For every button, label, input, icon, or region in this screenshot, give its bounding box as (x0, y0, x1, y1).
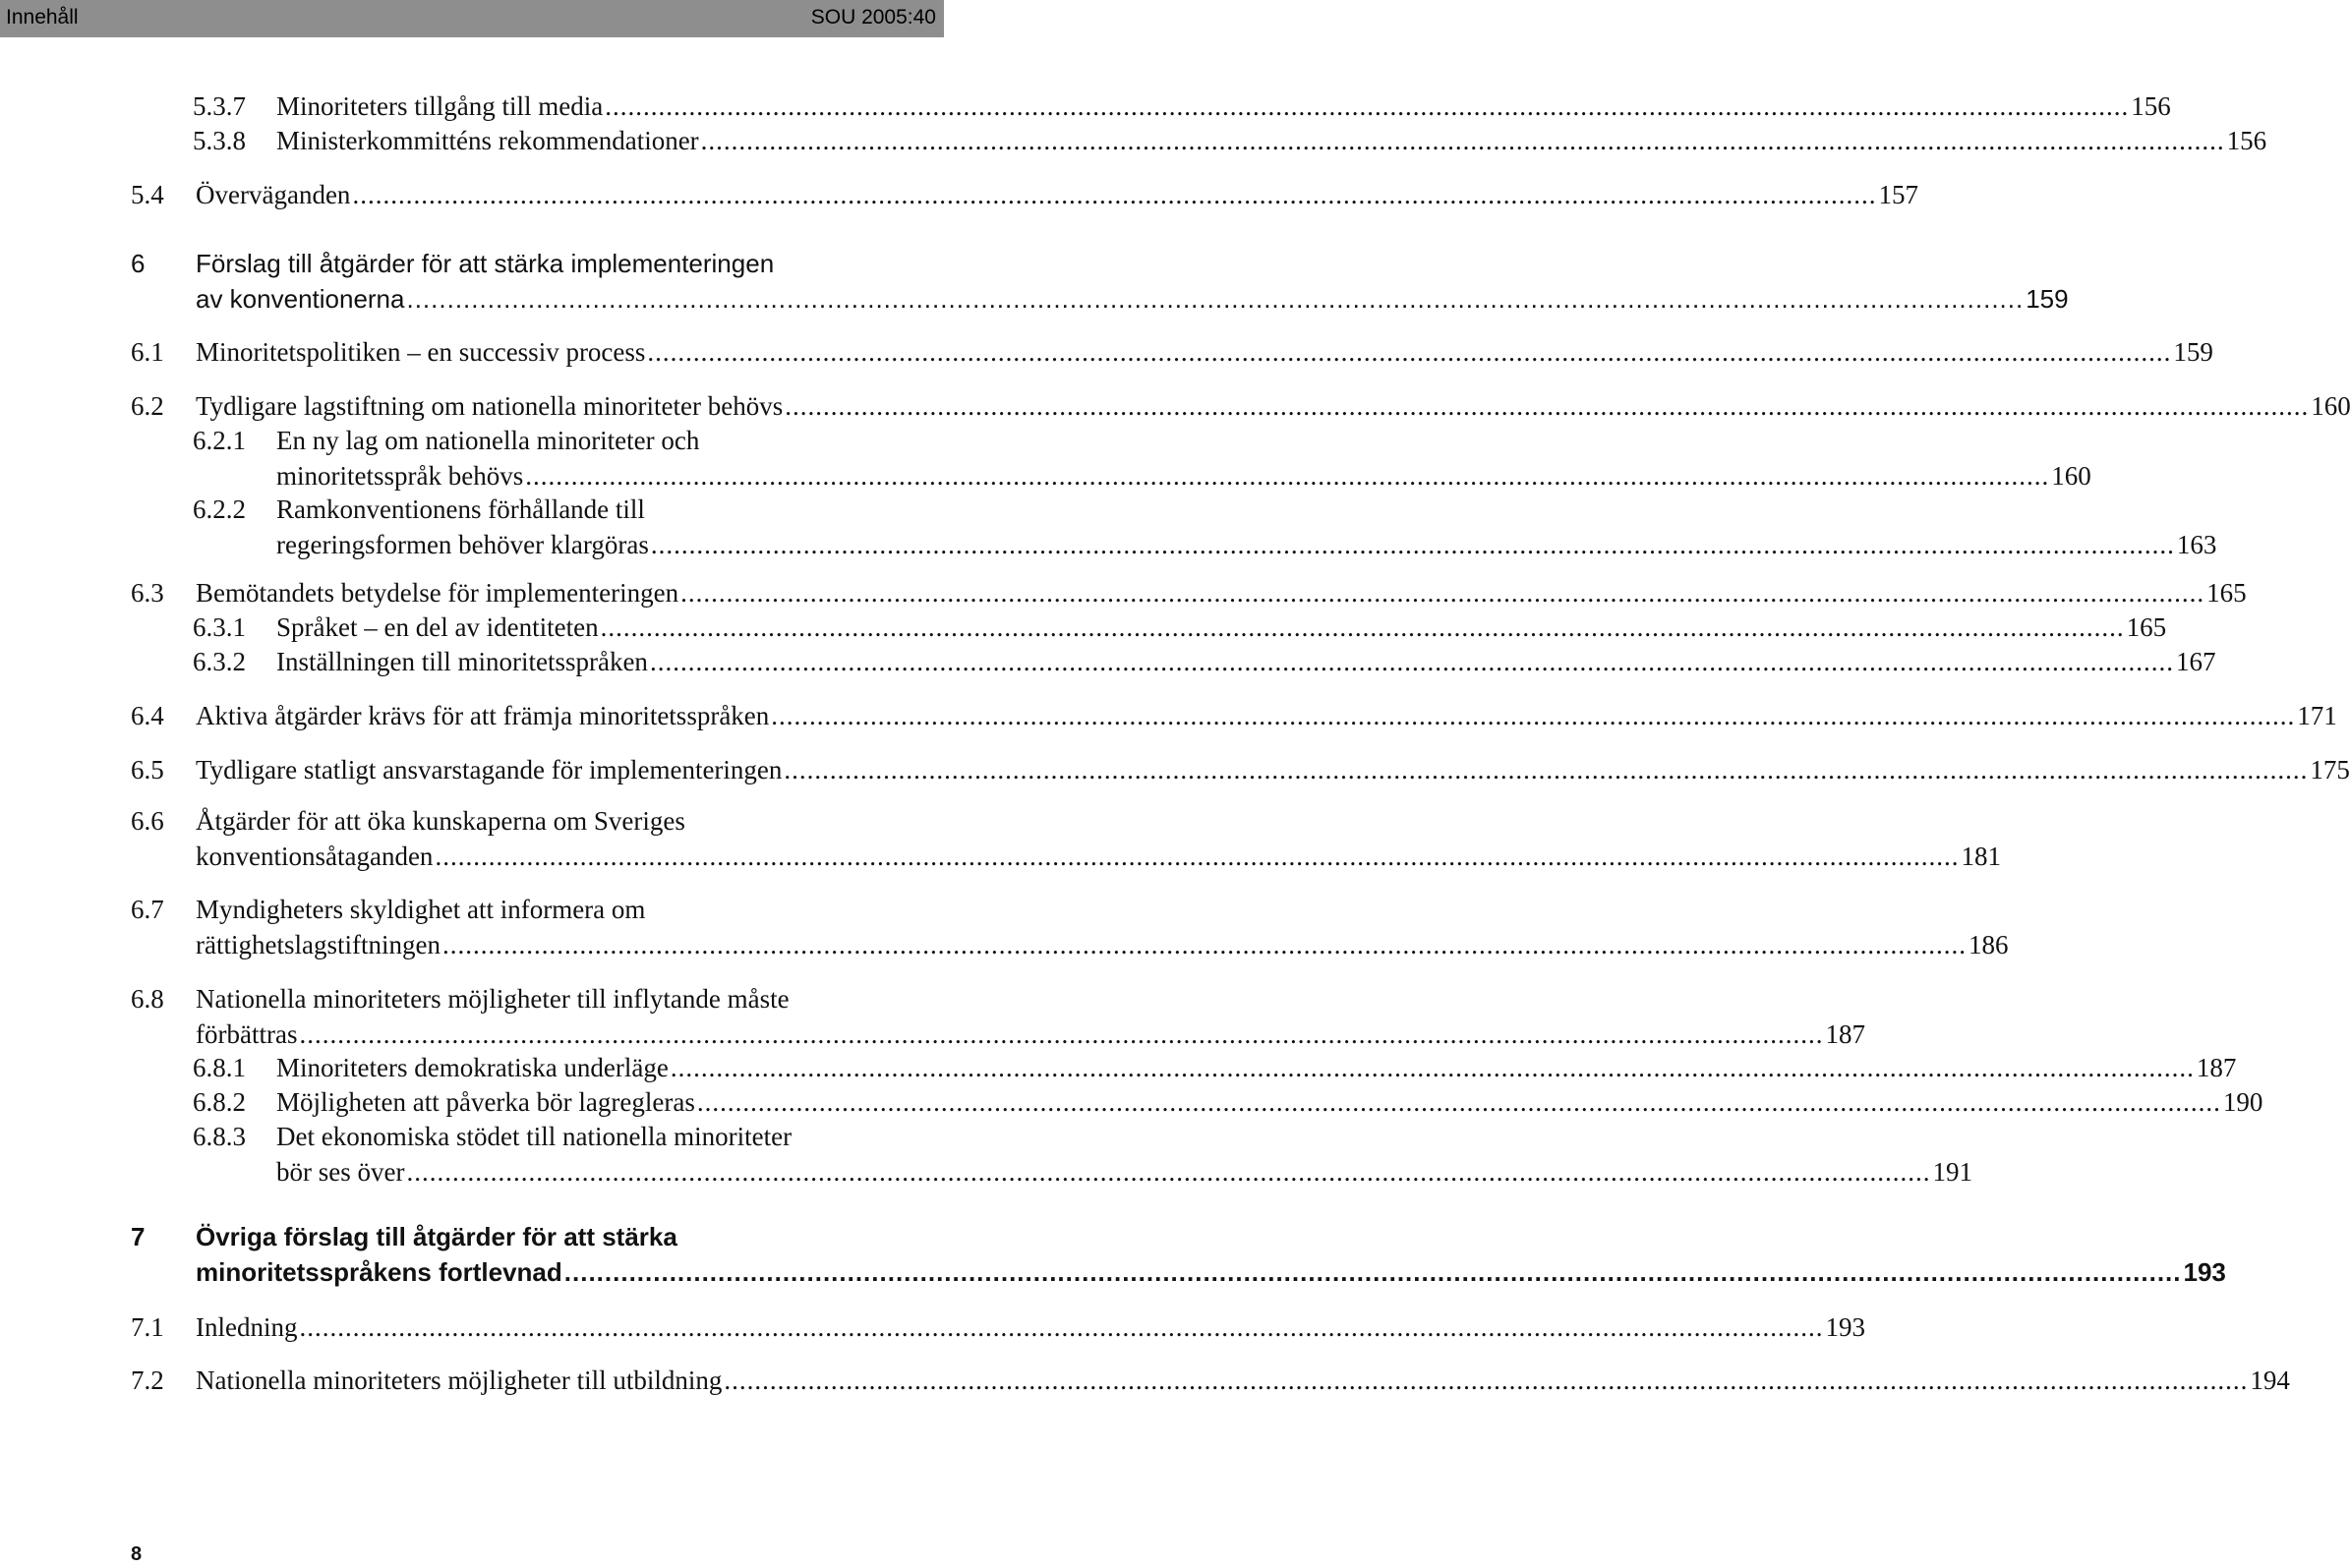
toc-entry[interactable] (0, 177, 1918, 212)
toc-entry[interactable] (0, 1363, 2290, 1398)
toc-entry-title-line: Nationella minoriteters möjligheter till inflytande måste (196, 984, 790, 1014)
toc-entry-number: 6.6 (131, 806, 164, 836)
toc-entry[interactable] (0, 575, 2247, 610)
toc-entry-page: 160 (2051, 461, 2091, 491)
toc-entry-page: 159 (2173, 337, 2213, 367)
toc-entry-page: 175 (2310, 755, 2350, 784)
dot-leader: ........................................................................................................................................................................................................ (525, 461, 2050, 491)
toc-entry-title-line: rättighetslagstiftningen (196, 930, 441, 959)
toc-entry-leader-row (276, 123, 2267, 158)
toc-entry-leader-row (196, 698, 2337, 733)
toc-entry[interactable] (0, 1050, 2237, 1085)
toc-entry-page: 187 (2196, 1053, 2237, 1082)
dot-leader: ........................................................................................................................................................................................................ (441, 930, 1967, 959)
dot-leader: ........................................................................................................................................................................................................ (680, 578, 2205, 608)
toc-entry[interactable] (0, 803, 2001, 874)
toc-entry-title-line: Ministerkommitténs rekommendationer (276, 126, 699, 155)
toc-entry-number: 6.8.2 (193, 1087, 246, 1117)
dot-leader: ........................................................................................................................................................................................................ (605, 91, 2130, 121)
dot-leader: ........................................................................................................................................................................................................ (700, 126, 2225, 155)
toc-entry-number: 6.2.2 (193, 494, 246, 524)
toc-entry-number: 7.2 (131, 1365, 164, 1395)
toc-entry[interactable] (0, 644, 2216, 679)
toc-entry[interactable] (0, 892, 2009, 962)
toc-entry-page: 163 (2176, 530, 2217, 559)
toc-entry-page: 156 (2131, 91, 2171, 121)
toc-entry-title-line: Nationella minoriteters möjligheter till utbildning (196, 1365, 723, 1395)
toc-entry[interactable] (0, 388, 2351, 424)
toc-entry-page: 187 (1825, 1019, 1865, 1049)
toc-entry-title-line: Tydligare statligt ansvarstagande för implementeringen (196, 755, 783, 784)
toc-entry-leader-row (196, 177, 1918, 212)
toc-entry-leader-row (196, 1363, 2290, 1398)
dot-leader: ........................................................................................................................................................................................................ (784, 755, 2309, 784)
toc-entry-page: 165 (2126, 612, 2167, 642)
toc-entry-title-line: Aktiva åtgärder krävs för att främja minoritetsspråken (196, 701, 770, 730)
toc-entry[interactable] (0, 423, 2091, 494)
toc-entry-leader-row (196, 281, 2069, 317)
header-document-id: SOU 2005:40 (810, 6, 936, 29)
toc-entry-number: 6.8.1 (193, 1053, 246, 1082)
toc-entry[interactable] (0, 698, 2337, 733)
toc-entry-title-line: minoritetsspråk behövs (276, 461, 524, 491)
toc-entry-page: 181 (1961, 842, 2001, 871)
dot-leader: ........................................................................................................................................................................................................ (771, 701, 2296, 730)
toc-entry-page: 159 (2026, 284, 2069, 314)
toc-entry-leader-row (196, 1016, 1865, 1052)
toc-entry-title-line: Språket – en del av identiteten (276, 612, 599, 642)
dot-leader: ........................................................................................................................................................................................................ (649, 647, 2174, 676)
toc-entry-number: 6.1 (131, 337, 164, 367)
toc-entry-number: 5.3.7 (193, 91, 246, 121)
toc-entry-number: 7 (131, 1222, 146, 1251)
dot-leader: ........................................................................................................................................................................................................ (670, 1053, 2195, 1082)
toc-entry-number: 6.3.2 (193, 647, 246, 676)
page-number: 8 (131, 1543, 143, 1565)
dot-leader: ........................................................................................................................................................................................................ (647, 337, 2172, 367)
toc-entry-title-line: Inställningen till minoritetsspråken (276, 647, 648, 676)
dot-leader: ........................................................................................................................................................................................................ (785, 391, 2310, 421)
toc-entry[interactable] (0, 246, 2069, 317)
toc-entry-title-line: Det ekonomiska stödet till nationella minoriteter (276, 1122, 793, 1151)
dot-leader: ........................................................................................................................................................................................................ (563, 1257, 2182, 1287)
toc-entry[interactable] (0, 752, 2350, 787)
header-section-title: Innehåll (6, 6, 79, 29)
dot-leader: ........................................................................................................................................................................................................ (435, 842, 1960, 871)
toc-entry[interactable] (0, 123, 2267, 158)
toc-entry-number: 6.5 (131, 755, 164, 784)
toc-entry-title-line: förbättras (196, 1019, 298, 1049)
toc-entry-leader-row (276, 458, 2091, 494)
toc-entry[interactable] (0, 492, 2217, 562)
toc-entry-number: 6.7 (131, 895, 164, 924)
toc-entry-page: 193 (1825, 1312, 1865, 1342)
dot-leader: ........................................................................................................................................................................................................ (696, 1087, 2221, 1117)
toc-entry[interactable] (0, 334, 2213, 370)
toc-entry-title-line: Myndigheters skyldighet att informera om (196, 895, 646, 924)
toc-entry-number: 5.3.8 (193, 126, 246, 155)
toc-entry-title-line: Ramkonventionens förhållande till (276, 494, 645, 524)
toc-entry-title-line: Åtgärder för att öka kunskaperna om Sveriges (196, 806, 685, 836)
toc-entry-page: 194 (2250, 1365, 2290, 1395)
toc-entry-leader-row (276, 527, 2217, 562)
toc-entry-title-line: Möjligheten att påverka bör lagregleras (276, 1087, 695, 1117)
toc-entry-title-line: konventionsåtaganden (196, 842, 434, 871)
toc-entry-page: 165 (2206, 578, 2247, 608)
toc-entry-page: 193 (2183, 1257, 2226, 1287)
toc-entry-leader-row (196, 752, 2350, 787)
toc-entry-leader-row (196, 334, 2213, 370)
toc-entry-page: 171 (2297, 701, 2337, 730)
toc-entry-leader-row (276, 1050, 2237, 1085)
toc-entry-title-line: Tydligare lagstiftning om nationella minoriteter behövs (196, 391, 784, 421)
toc-entry-number: 6 (131, 249, 146, 278)
dot-leader: ........................................................................................................................................................................................................ (600, 612, 2125, 642)
toc-entry-title-line: minoritetsspråkens fortlevnad (196, 1257, 562, 1287)
dot-leader: ........................................................................................................................................................................................................ (352, 180, 1877, 209)
toc-entry-title-line: Bemötandets betydelse för implementeringen (196, 578, 679, 608)
toc-entry-page: 160 (2311, 391, 2351, 421)
toc-entry-number: 6.2.1 (193, 426, 246, 455)
toc-entry[interactable] (0, 1119, 1972, 1190)
dot-leader: ........................................................................................................................................................................................................ (406, 1157, 1931, 1187)
toc-entry[interactable] (0, 1219, 2226, 1290)
toc-entry-title-line: Övriga förslag till åtgärder för att stärka (196, 1222, 677, 1251)
toc-entry-number: 6.2 (131, 391, 164, 421)
dot-leader: ........................................................................................................................................................................................................ (299, 1312, 1824, 1342)
toc-entry-title-line: av konventionerna (196, 284, 405, 314)
toc-entry-leader-row (196, 927, 2009, 962)
toc-entry-title-line: Överväganden (196, 180, 351, 209)
toc-entry-leader-row (276, 1084, 2263, 1120)
dot-leader: ........................................................................................................................................................................................................ (724, 1365, 2249, 1395)
toc-entry-number: 6.3 (131, 578, 164, 608)
toc-entry-number: 6.8 (131, 984, 164, 1014)
toc-entry[interactable] (0, 981, 1865, 1052)
toc-entry-page: 157 (1878, 180, 1918, 209)
dot-leader: ........................................................................................................................................................................................................ (650, 530, 2175, 559)
toc-entry-leader-row (196, 839, 2001, 874)
toc-entry[interactable] (0, 88, 2171, 124)
toc-entry-leader-row (276, 88, 2171, 124)
toc-entry-number: 5.4 (131, 180, 164, 209)
toc-entry-leader-row (196, 388, 2351, 424)
toc-entry-leader-row (196, 575, 2247, 610)
toc-entry-title-line: bör ses över (276, 1157, 405, 1187)
dot-leader: ........................................................................................................................................................................................................ (299, 1019, 1824, 1049)
toc-entry-title-line: regeringsformen behöver klargöras (276, 530, 649, 559)
toc-entry-page: 156 (2226, 126, 2267, 155)
toc-entry-title-line: En ny lag om nationella minoriteter och (276, 426, 700, 455)
toc-entry[interactable] (0, 1309, 1865, 1345)
toc-entry-page: 186 (1968, 930, 2009, 959)
toc-entry-title-line: Inledning (196, 1312, 298, 1342)
toc-entry-leader-row (276, 644, 2216, 679)
toc-entry-title-line: Minoritetspolitiken – en successiv process (196, 337, 646, 367)
toc-entry[interactable] (0, 610, 2167, 645)
toc-entry-number: 6.8.3 (193, 1122, 246, 1151)
toc-entry-leader-row (196, 1254, 2226, 1290)
toc-entry-title-line: Minoriteters demokratiska underläge (276, 1053, 669, 1082)
toc-entry-leader-row (276, 1154, 1972, 1190)
toc-entry-number: 6.3.1 (193, 612, 246, 642)
toc-entry[interactable] (0, 1084, 2263, 1120)
dot-leader: ........................................................................................................................................................................................................ (406, 284, 2025, 314)
toc-entry-leader-row (196, 1309, 1865, 1345)
toc-entry-page: 167 (2175, 647, 2216, 676)
toc-entry-number: 6.4 (131, 701, 164, 730)
toc-entry-title-line: Förslag till åtgärder för att stärka implementeringen (196, 249, 775, 278)
toc-entry-number: 7.1 (131, 1312, 164, 1342)
toc-entry-page: 191 (1932, 1157, 1972, 1187)
toc-entry-page: 190 (2222, 1087, 2263, 1117)
toc-entry-leader-row (276, 610, 2167, 645)
toc-entry-title-line: Minoriteters tillgång till media (276, 91, 604, 121)
